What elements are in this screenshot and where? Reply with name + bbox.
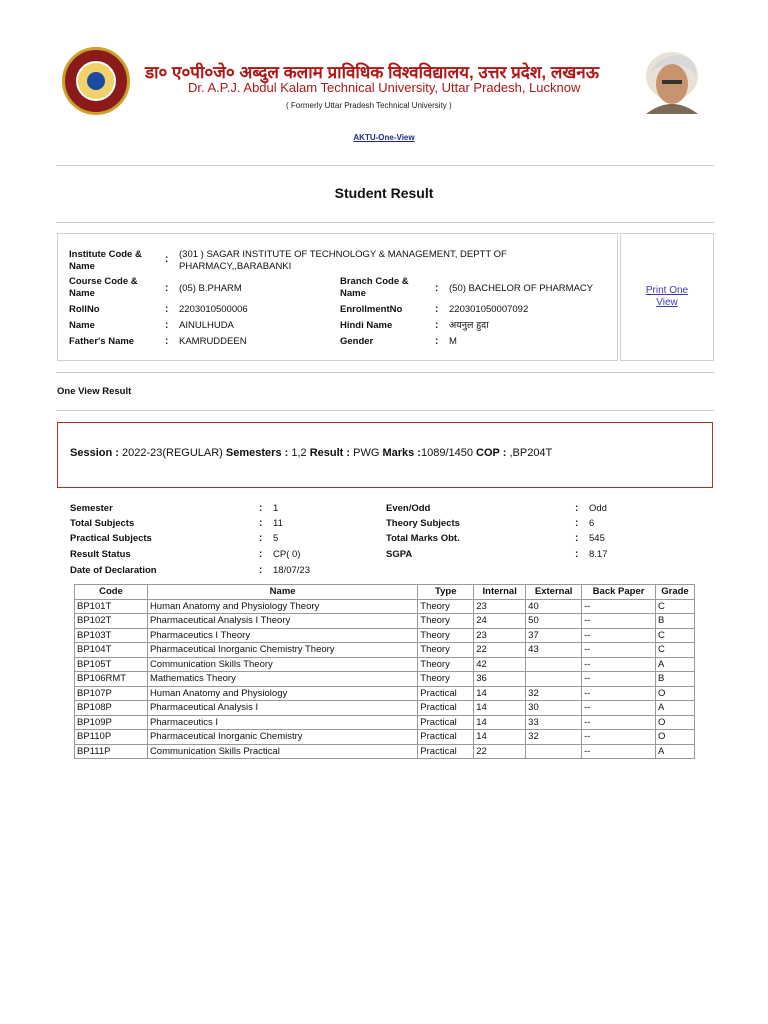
subject-code-cell: BP109P xyxy=(75,715,148,730)
back-paper-cell: -- xyxy=(582,730,656,745)
subject-name-cell: Pharmaceutical Inorganic Chemistry Theory xyxy=(147,643,417,658)
declaration-date-label: Date of Declaration xyxy=(70,565,157,576)
rollno-label: RollNo xyxy=(69,304,100,315)
sgpa-value: 8.17 xyxy=(589,549,608,560)
aktu-one-view-link[interactable]: AKTU-One-View xyxy=(353,133,415,142)
column-header: Name xyxy=(147,585,417,600)
gender-label: Gender xyxy=(340,336,374,347)
column-header: Type xyxy=(418,585,474,600)
name-label: Name xyxy=(69,320,95,331)
grade-cell: A xyxy=(655,744,694,759)
internal-marks-cell: 14 xyxy=(474,715,526,730)
session-summary xyxy=(70,447,552,459)
course-label: Course Code & Name xyxy=(69,276,138,299)
external-marks-cell: 50 xyxy=(526,614,582,629)
subject-type-cell: Practical xyxy=(418,715,474,730)
column-header: Back Paper xyxy=(582,585,656,600)
subject-name-cell: Human Anatomy and Physiology Theory xyxy=(147,599,417,614)
practical-subjects-label: Practical Subjects xyxy=(70,533,152,544)
hindi-name-value: अयनुल हुदा xyxy=(449,320,489,331)
grade-cell: B xyxy=(655,614,694,629)
colon: : xyxy=(259,549,263,560)
external-marks-cell: 37 xyxy=(526,628,582,643)
subject-type-cell: Practical xyxy=(418,744,474,759)
external-marks-cell: 40 xyxy=(526,599,582,614)
column-header: Internal xyxy=(474,585,526,600)
subject-code-cell: BP102T xyxy=(75,614,148,629)
grade-cell: B xyxy=(655,672,694,687)
table-row xyxy=(75,686,695,701)
rollno-value: 2203010500006 xyxy=(179,304,248,315)
practical-subjects-value: 5 xyxy=(273,533,279,544)
evenodd-value: Odd xyxy=(589,503,607,514)
external-marks-cell: 33 xyxy=(526,715,582,730)
colon: : xyxy=(259,565,263,576)
table-row xyxy=(75,730,695,745)
colon: : xyxy=(259,533,263,544)
colon: : xyxy=(165,304,169,315)
marks-value: 1089/1450 xyxy=(420,447,473,459)
back-paper-cell: -- xyxy=(582,715,656,730)
hindi-name-label: Hindi Name xyxy=(340,320,393,331)
result-label: Result : xyxy=(309,447,351,459)
colon: : xyxy=(165,283,169,294)
result-status-value: CP( 0) xyxy=(273,549,301,560)
colon: : xyxy=(575,533,579,544)
back-paper-cell: -- xyxy=(582,657,656,672)
formerly-note: ( Formerly Uttar Pradesh Technical University ) xyxy=(286,101,452,110)
back-paper-cell: -- xyxy=(582,628,656,643)
declaration-date-value: 18/07/23 xyxy=(273,565,310,576)
theory-subjects-value: 6 xyxy=(589,518,595,529)
session-label: Session : xyxy=(70,447,119,459)
results-table-body xyxy=(75,599,695,759)
divider xyxy=(56,222,714,223)
colon: : xyxy=(435,336,439,347)
internal-marks-cell: 14 xyxy=(474,701,526,716)
cop-label: COP : xyxy=(476,447,507,459)
external-marks-cell xyxy=(526,657,582,672)
subject-code-cell: BP103T xyxy=(75,628,148,643)
back-paper-cell: -- xyxy=(582,599,656,614)
colon: : xyxy=(435,304,439,315)
external-marks-cell xyxy=(526,744,582,759)
internal-marks-cell: 22 xyxy=(474,643,526,658)
back-paper-cell: -- xyxy=(582,701,656,716)
grade-cell: A xyxy=(655,657,694,672)
semesters-value: 1,2 xyxy=(291,447,307,459)
subject-type-cell: Practical xyxy=(418,686,474,701)
external-marks-cell: 30 xyxy=(526,701,582,716)
university-name-hindi: डा० ए०पी०जे० अब्दुल कलाम प्राविधिक विश्वविद्यालय, उत्तर प्रदेश, लखनऊ xyxy=(145,63,600,82)
back-paper-cell: -- xyxy=(582,686,656,701)
result-value: PWG xyxy=(353,447,380,459)
session-value: 2022-23(REGULAR) xyxy=(121,447,223,459)
subject-type-cell: Theory xyxy=(418,657,474,672)
internal-marks-cell: 42 xyxy=(474,657,526,672)
column-header: Grade xyxy=(655,585,694,600)
subject-code-cell: BP108P xyxy=(75,701,148,716)
internal-marks-cell: 36 xyxy=(474,672,526,687)
internal-marks-cell: 23 xyxy=(474,599,526,614)
branch-label: Branch Code & Name xyxy=(340,276,409,299)
result-status-label: Result Status xyxy=(70,549,131,560)
grade-cell: C xyxy=(655,643,694,658)
sgpa-label: SGPA xyxy=(386,549,413,560)
divider xyxy=(56,372,714,373)
institute-value: (301 ) SAGAR INSTITUTE OF TECHNOLOGY & MANAGEMENT, DEPTT OF PHARMACY,,BARABANKI xyxy=(179,249,507,272)
subject-name-cell: Mathematics Theory xyxy=(147,672,417,687)
subject-name-cell: Pharmaceutical Analysis I xyxy=(147,701,417,716)
back-paper-cell: -- xyxy=(582,672,656,687)
table-row xyxy=(75,614,695,629)
subject-code-cell: BP110P xyxy=(75,730,148,745)
total-marks-value: 545 xyxy=(589,533,605,544)
column-header: Code xyxy=(75,585,148,600)
total-marks-label: Total Marks Obt. xyxy=(386,533,460,544)
internal-marks-cell: 14 xyxy=(474,686,526,701)
table-row xyxy=(75,744,695,759)
gender-value: M xyxy=(449,336,457,347)
print-one-view-link[interactable]: Print One View xyxy=(645,285,689,308)
father-name-label: Father's Name xyxy=(69,336,135,347)
table-row xyxy=(75,643,695,658)
subject-name-cell: Pharmaceutics I Theory xyxy=(147,628,417,643)
subject-code-cell: BP104T xyxy=(75,643,148,658)
back-paper-cell: -- xyxy=(582,744,656,759)
grade-cell: C xyxy=(655,599,694,614)
colon: : xyxy=(259,518,263,529)
internal-marks-cell: 23 xyxy=(474,628,526,643)
internal-marks-cell: 22 xyxy=(474,744,526,759)
grade-cell: A xyxy=(655,701,694,716)
table-row xyxy=(75,628,695,643)
semester-value: 1 xyxy=(273,503,279,514)
table-row xyxy=(75,715,695,730)
enrollment-label: EnrollmentNo xyxy=(340,304,403,315)
cop-value: ,BP204T xyxy=(509,447,553,459)
subject-code-cell: BP111P xyxy=(75,744,148,759)
evenodd-label: Even/Odd xyxy=(386,503,431,514)
subject-name-cell: Human Anatomy and Physiology xyxy=(147,686,417,701)
external-marks-cell: 32 xyxy=(526,686,582,701)
subject-name-cell: Communication Skills Practical xyxy=(147,744,417,759)
subject-name-cell: Pharmaceutical Inorganic Chemistry xyxy=(147,730,417,745)
page-title: Student Result xyxy=(334,185,434,201)
colon: : xyxy=(575,518,579,529)
course-value: (05) B.PHARM xyxy=(179,283,242,294)
logo-emblem xyxy=(76,61,116,101)
colon: : xyxy=(575,503,579,514)
table-row xyxy=(75,672,695,687)
subject-code-cell: BP106RMT xyxy=(75,672,148,687)
grade-cell: O xyxy=(655,686,694,701)
column-header: External xyxy=(526,585,582,600)
university-logo xyxy=(62,47,130,115)
grade-cell: O xyxy=(655,730,694,745)
father-name-value: KAMRUDDEEN xyxy=(179,336,247,347)
marks-label: Marks : xyxy=(382,447,421,459)
theory-subjects-label: Theory Subjects xyxy=(386,518,460,529)
subject-name-cell: Communication Skills Theory xyxy=(147,657,417,672)
colon: : xyxy=(575,549,579,560)
subject-name-cell: Pharmaceutics I xyxy=(147,715,417,730)
total-subjects-value: 11 xyxy=(273,518,283,529)
subject-type-cell: Practical xyxy=(418,701,474,716)
table-row xyxy=(75,599,695,614)
university-name-english: Dr. A.P.J. Abdul Kalam Technical University, Uttar Pradesh, Lucknow xyxy=(188,80,581,95)
divider xyxy=(56,410,714,411)
subject-name-cell: Pharmaceutical Analysis I Theory xyxy=(147,614,417,629)
internal-marks-cell: 14 xyxy=(474,730,526,745)
colon: : xyxy=(435,283,439,294)
subject-type-cell: Theory xyxy=(418,614,474,629)
branch-value: (50) BACHELOR OF PHARMACY xyxy=(449,283,594,294)
colon: : xyxy=(435,320,439,331)
subject-code-cell: BP107P xyxy=(75,686,148,701)
enrollment-value: 220301050007092 xyxy=(449,304,529,315)
divider xyxy=(56,165,714,166)
subject-type-cell: Theory xyxy=(418,628,474,643)
total-subjects-label: Total Subjects xyxy=(70,518,135,529)
back-paper-cell: -- xyxy=(582,614,656,629)
subject-code-cell: BP105T xyxy=(75,657,148,672)
subject-type-cell: Theory xyxy=(418,672,474,687)
external-marks-cell xyxy=(526,672,582,687)
colon: : xyxy=(165,320,169,331)
subject-type-cell: Practical xyxy=(418,730,474,745)
aktu-one-view-link-wrap xyxy=(0,133,768,142)
table-row xyxy=(75,701,695,716)
internal-marks-cell: 24 xyxy=(474,614,526,629)
subject-code-cell: BP101T xyxy=(75,599,148,614)
colon: : xyxy=(259,503,263,514)
portrait-image xyxy=(632,46,708,114)
grade-cell: O xyxy=(655,715,694,730)
name-value: AINULHUDA xyxy=(179,320,234,331)
external-marks-cell: 43 xyxy=(526,643,582,658)
institute-label: Institute Code & Name xyxy=(69,249,142,272)
colon: : xyxy=(165,254,169,265)
print-panel xyxy=(620,233,714,361)
table-header-row xyxy=(75,585,695,600)
external-marks-cell: 32 xyxy=(526,730,582,745)
semesters-label: Semesters : xyxy=(225,447,289,459)
table-row xyxy=(75,657,695,672)
back-paper-cell: -- xyxy=(582,643,656,658)
grade-cell: C xyxy=(655,628,694,643)
section-label: One View Result xyxy=(57,386,132,397)
subject-type-cell: Theory xyxy=(418,643,474,658)
results-table xyxy=(74,584,695,759)
colon: : xyxy=(165,336,169,347)
semester-label: Semester xyxy=(70,503,113,514)
subject-type-cell: Theory xyxy=(418,599,474,614)
